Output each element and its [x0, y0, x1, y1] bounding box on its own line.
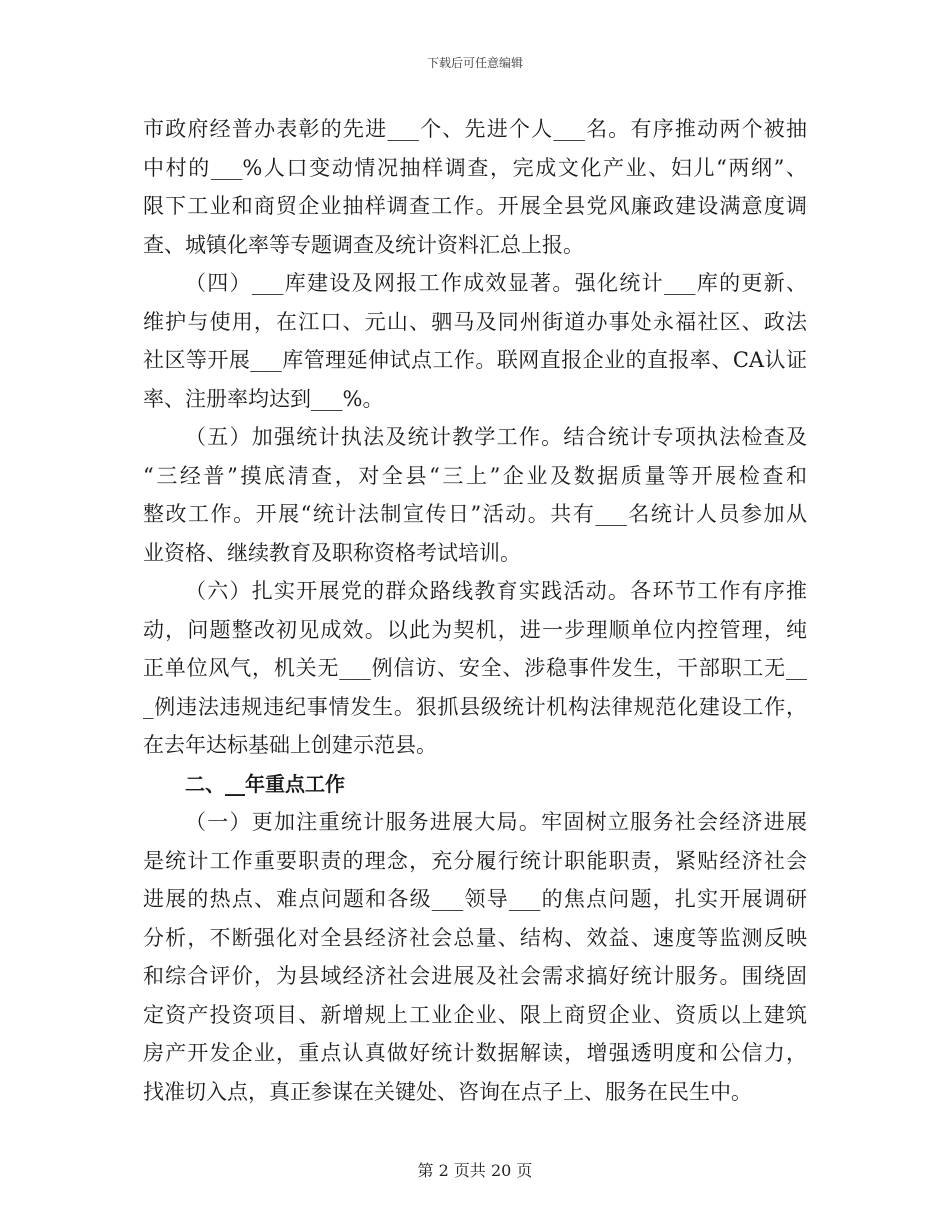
text-line: 维护与使用，在江口、元山、驷马及同州街道办事处永福社区、政法: [143, 309, 807, 334]
text-line: 业资格、继续教育及职称资格考试培训。: [143, 540, 521, 565]
text-line: 率、注册率均达到___%。: [143, 386, 384, 411]
text-line: “三经普”摸底清查，对全县“三上”企业及数据质量等开展检查和: [143, 463, 807, 488]
text-line: 房产开发企业，重点认真做好统计数据解读，增强透明度和公信力，: [143, 1041, 807, 1065]
text-line: 市政府经普办表彰的先进___个、先进个人___名。有序推动两个被抽: [143, 117, 807, 141]
page-footer: 第 2 页共 20 页: [417, 1161, 533, 1180]
text-line: 和综合评价，为县域经济社会进展及社会需求搞好统计服务。围绕固: [143, 964, 807, 988]
text-line: （六）扎实开展党的群众路线教育实践活动。各环节工作有序推: [185, 579, 807, 603]
text-line: 定资产投资项目、新增规上工业企业、限上商贸企业、资质以上建筑: [143, 1002, 807, 1027]
text-line: 中村的___%人口变动情况抽样调查，完成文化产业、妇儿“两纲”、: [143, 155, 807, 180]
text-line: 社区等开展___库管理延伸试点工作。联网直报企业的直报率、CA认证: [143, 348, 807, 372]
text-line: 正单位风气，机关无___例信访、安全、涉稳事件发生，干部职工无__: [143, 656, 807, 680]
text-line: （五）加强统计执法及统计教学工作。结合统计专项执法检查及: [185, 425, 807, 449]
text-line: 查、城镇化率等专题调查及统计资料汇总上报。: [143, 232, 584, 257]
text-line: 限下工业和商贸企业抽样调查工作。开展全县党风廉政建设满意度调: [143, 194, 807, 218]
text-line: （一）更加注重统计服务进展大局。牢固树立服务社会经济进展: [185, 810, 807, 834]
header-note: 下载后可任意编辑: [426, 56, 523, 70]
text-line: 找准切入点，真正参谋在关键处、咨询在点子上、服务在民生中。: [143, 1079, 752, 1104]
text-line: 是统计工作重要职责的理念，充分履行统计职能职责，紧贴经济社会: [143, 848, 807, 873]
text-line: 进展的热点、难点问题和各级___领导___的焦点问题，扎实开展调研: [143, 887, 807, 911]
text-line: 动，问题整改初见成效。以此为契机，进一步理顺单位内控管理，纯: [143, 617, 807, 642]
text-line: 整改工作。开展“统计法制宣传日”活动。共有___名统计人员参加从: [143, 502, 807, 526]
text-line: 分析，不断强化对全县经济社会总量、结构、效益、速度等监测反映: [143, 925, 807, 950]
text-line: 在去年达标基础上创建示范县。: [143, 733, 437, 757]
section-heading: 二、__年重点工作: [185, 771, 345, 796]
text-line: （四）___库建设及网报工作成效显著。强化统计___库的更新、: [185, 271, 807, 295]
text-line: _例违法违规违纪事情发生。狠抓县级统计机构法律规范化建设工作，: [143, 694, 807, 719]
document-body: [143, 110, 807, 1111]
